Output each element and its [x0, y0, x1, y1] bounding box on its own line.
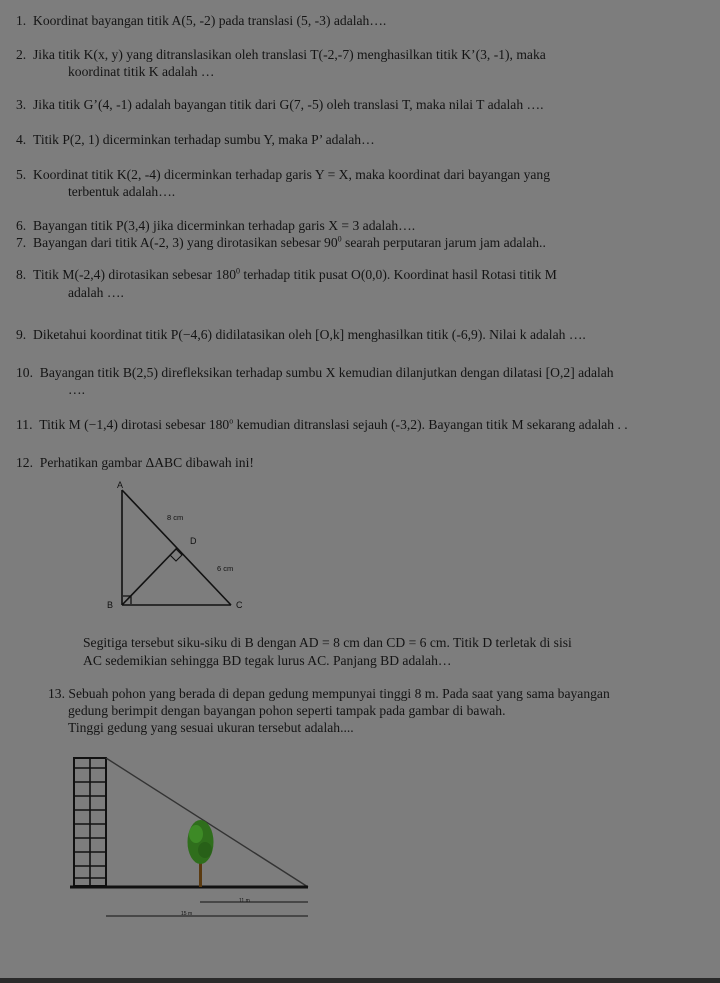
question-text: Bayangan titik P(3,4) jika dicerminkan terhadap garis X = 3 adalah…. — [33, 218, 416, 233]
question-13-continued-2: Tinggi gedung yang sesuai ukuran tersebut adalah.... — [68, 720, 354, 735]
question-number: 6. — [16, 218, 27, 233]
question-4 — [16, 131, 375, 148]
question-text: Titik M (−1,4) dirotasi sebesar 180 — [39, 417, 230, 432]
question-12-body-2: AC sedemikian sehingga BD tegak lurus AC. Panjang BD adalah… — [83, 653, 452, 668]
question-5-continued: terbentuk adalah…. — [68, 184, 176, 199]
question-text: Titik P(2, 1) dicerminkan terhadap sumbu Y, maka P’ adalah… — [33, 132, 375, 147]
question-number: 8. — [16, 267, 27, 282]
building-tree-diagram — [60, 750, 320, 930]
question-text: Jika titik K(x, y) yang ditranslasikan oleh translasi T(-2,-7) menghasilkan titik K’(3, -1), maka — [33, 47, 546, 62]
question-text: Diketahui koordinat titik P(−4,6) didilatasikan oleh [O,k] menghasilkan titik (-6,9). Nilai k adalah …. — [33, 327, 586, 342]
question-text: Bayangan titik B(2,5) direfleksikan terhadap sumbu X kemudian dilanjutkan dengan dilatasi [O,2] adalah — [39, 365, 614, 380]
question-3 — [16, 96, 544, 113]
label-c: C — [236, 600, 243, 610]
label-ad: 8 cm — [167, 513, 184, 522]
question-text: Koordinat bayangan titik A(5, -2) pada translasi (5, -3) adalah…. — [33, 13, 387, 28]
question-number: 5. — [16, 167, 27, 182]
question-10 — [16, 364, 614, 381]
question-text: Jika titik G’(4, -1) adalah bayangan titik dari G(7, -5) oleh translasi T, maka nilai T adalah …. — [33, 97, 544, 112]
question-7: 7. Bayangan dari titik A(-2, 3) yang dirotasikan sebesar $90^0$ searah perputaran jarum jam adalah.. — [16, 234, 546, 250]
tree — [188, 820, 214, 887]
question-number: 7. — [16, 235, 27, 250]
question-number: 13. — [48, 686, 65, 701]
building — [74, 758, 106, 886]
question-number: 12. — [16, 455, 33, 470]
question-number: 2. — [16, 47, 27, 62]
sun-ray-line — [106, 758, 308, 887]
question-number: 3. — [16, 97, 27, 112]
question-text: Titik M(-2,4) dirotasikan sebesar 180 — [33, 267, 237, 282]
question-5 — [16, 166, 550, 183]
question-8-continued: adalah …. — [68, 285, 124, 300]
label-cd: 6 cm — [217, 564, 234, 573]
question-number: 4. — [16, 132, 27, 147]
triangle-abc-diagram — [100, 475, 260, 615]
question-1 — [16, 12, 386, 29]
question-9 — [16, 326, 586, 343]
question-2-continued: koordinat titik K adalah … — [68, 64, 215, 79]
question-12-body-1: Segitiga tersebut siku-siku di B dengan AD = 8 cm dan CD = 6 cm. Titik D terletak di sisi — [83, 635, 572, 650]
bottom-bar — [0, 978, 720, 983]
question-13-continued: gedung berimpit dengan bayangan pohon seperti tampak pada gambar di bawah. — [68, 703, 506, 718]
label-tree-shadow: 11 m — [239, 898, 250, 904]
question-11: 11. Titik M (−1,4) dirotasi sebesar 180$^o$ kemudian ditranslasi sejauh (-3,2). Bayangan titik M sekarang adalah . . — [16, 416, 628, 432]
question-2 — [16, 46, 546, 63]
question-number: 10. — [16, 365, 33, 380]
question-13 — [48, 685, 610, 702]
question-6 — [16, 217, 415, 234]
question-text: Perhatikan gambar ΔABC dibawah ini! — [39, 455, 254, 470]
question-8: 8. Titik M(-2,4) dirotasikan sebesar $180^0$ terhadap titik pusat O(0,0). Koordinat hasil Rotasi titik M — [16, 266, 557, 282]
question-text: Koordinat titik K(2, -4) dicerminkan terhadap garis Y = X, maka koordinat dari bayangan yang — [33, 167, 551, 182]
question-text: Sebuah pohon yang berada di depan gedung mempunyai tinggi 8 m. Pada saat yang sama bayangan — [68, 686, 610, 701]
question-12 — [16, 454, 254, 471]
label-d: D — [190, 536, 197, 546]
label-a: A — [117, 480, 124, 490]
label-b: B — [107, 600, 114, 610]
label-building-shadow: 15 m — [181, 911, 193, 917]
question-10-continued: …. — [68, 382, 85, 397]
question-number: 9. — [16, 327, 27, 342]
question-text: Bayangan dari titik A(-2, 3) yang dirotasikan sebesar 90 — [33, 235, 338, 250]
question-number: 1. — [16, 13, 27, 28]
question-number: 11. — [16, 417, 33, 432]
